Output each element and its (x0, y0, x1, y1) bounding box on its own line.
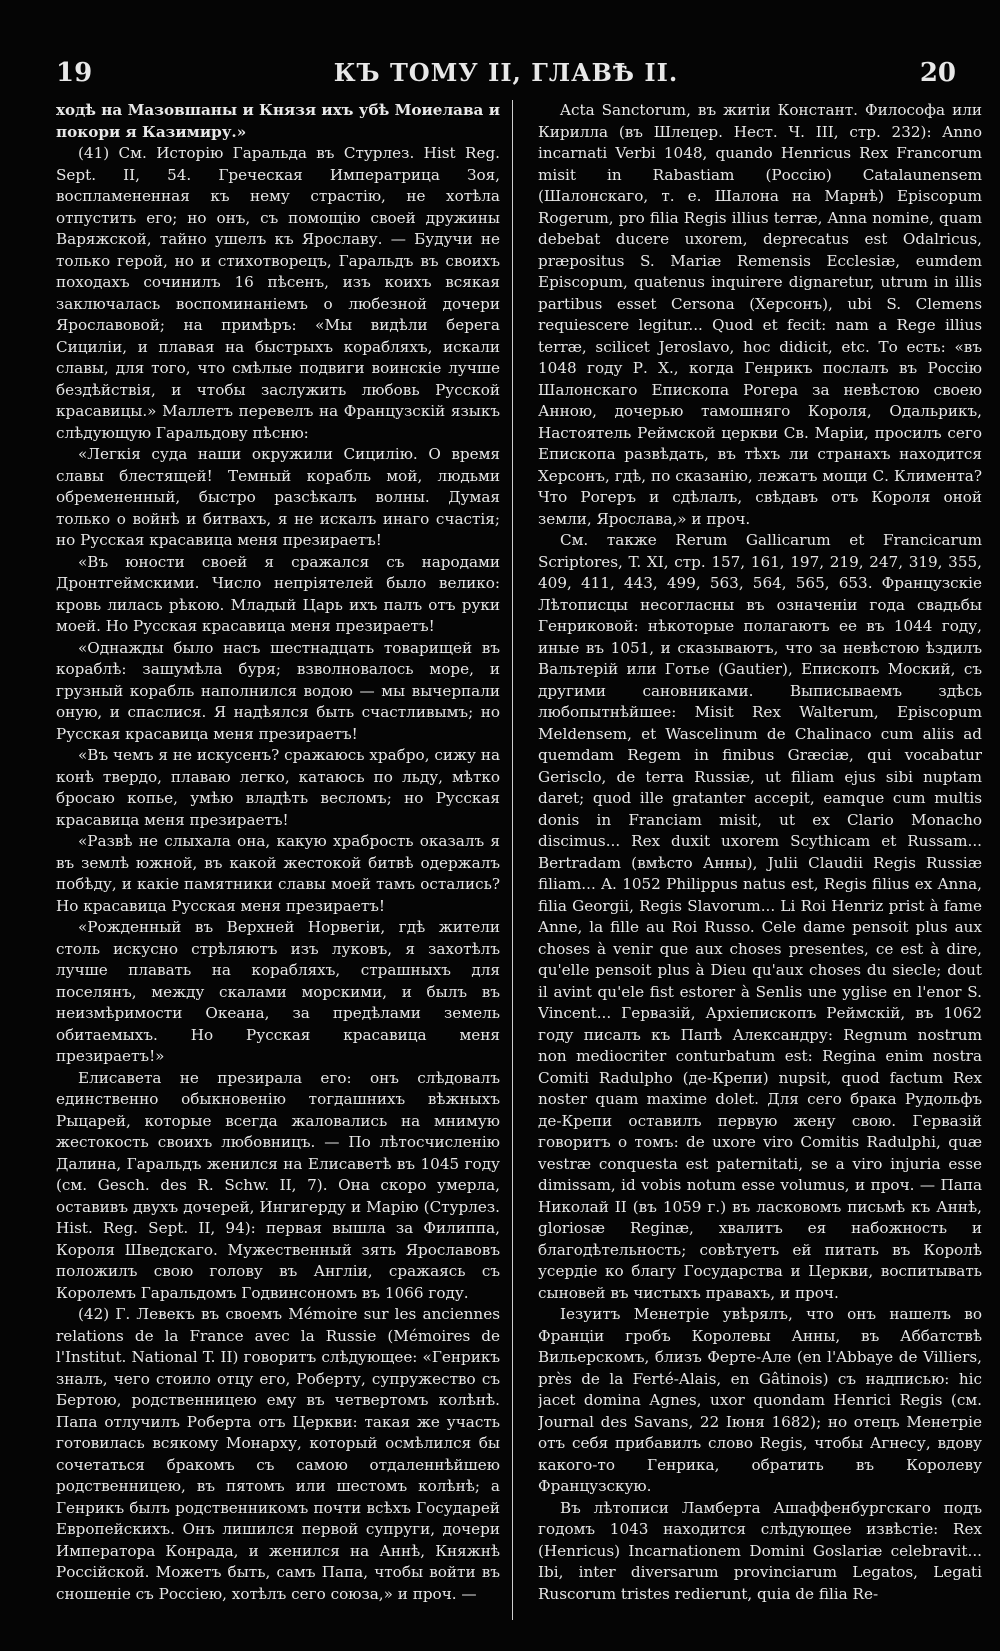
left-paragraph: (41) См. Исторію Гаральда въ Стурлез. Hist Reg. Sept. II, 54. Греческая Императрица Зоя, воспламененная къ нему страстію, не хотѣла отпустить его; но онъ, съ помощію своей дружины Варяжской, тайно ушелъ къ Ярославу. — Будучи не только герой, но и стихотворецъ, Гаральдъ въ своихъ походахъ сочинилъ 16 пѣсенъ, изъ коихъ всякая заключалась воспоминаніемъ о любезной дочери Ярославовой; на примѣръ: «Мы видѣли берега Сициліи, и плавая на быстрыхъ корабляхъ, искали славы, для того, что смѣлые подвиги воинскіе лучше бездѣйствія, и чтобы заслужить любовь Русской красавицы.» Маллетъ перевелъ на Французскій языкъ слѣдующую Гаральдову пѣсню: (56, 144, 500, 442)
left-paragraph: «Легкія суда наши окружили Сицилію. О время славы блестящей! Темный корабль мой, людьми обремененный, быстро разсѣкалъ волны. Думая только о войнѣ и битвахъ, я не искалъ инаго счастія; но Русская красавица меня презираетъ! (56, 445, 500, 549)
left-paragraph: «Рожденный въ Верхней Норвегіи, гдѣ жители столь искусно стрѣляютъ изъ луковъ, я захотѣлъ лучше плавать на корабляхъ, страшныхъ для поселянъ, между скалами морскими, и былъ въ неизмѣримости Океана, за предѣлами земель обитаемыхъ. Но Русская красавица меня презираетъ!» (56, 918, 500, 1065)
left-paragraph: «Въ чемъ я не искусенъ? сражаюсь храбро, сижу на конѣ твердо, плаваю легко, катаюсь по льду, мѣтко бросаю копье, умѣю владѣть весломъ; но Русская красавица меня презираетъ! (56, 746, 500, 829)
right-paragraph: См. также Rerum Gallicarum et Francicarum Scriptores, T. XI, стр. 157, 161, 197, 219, 247, 319, 355, 409, 411, 443, 499, 563, 564, 565, 653. Французскіе Лѣтописцы несогласны въ означеніи года свадьбы Генриковой: нѣкоторые полагаютъ ее въ 1044 году, иные въ 1051, и сказываютъ, что за невѣстою ѣздилъ Вальтерій или Готье (Gautier), Епископъ Моский, съ другими сановниками. Выписываемъ здѣсь любопытнѣйшее: Misit Rex Walterum, Episcopum Meldensem, et Wascelinum de Chalinaco cum aliis ad quemdam Regem in finibus Græciæ, qui vocabatur Gerisclo, de terra Russiæ, ut filiam ejus sibi nuptam daret; quod ille gratanter accepit, eamque cum multis donis in Franciam misit, ut ex Clario Monacho discimus... Rex duxit uxorem Scythicam et Russam... Bertradam (вмѣсто Анны), Julii Claudii Regis Russiæ filiam... A. 1052 Philippus natus est, Regis filius ex Anna, filia Georgii, Regis Slavorum... Li Roi Henriz prist à fame Anne, la fille au Roi Russo. Cele dame pensoit plus aux choses à venir que aux choses presentes, ce est à dire, qu'elle pensoit plus à Dieu qu'aux choses du siecle; dout il avint qu'ele fist estorer à Senlis une yglise en l'enor S. Vincent... Гервазій, Архіепископъ Реймскій, въ 1062 году писалъ къ Папѣ Александру: Regnum nostrum non mediocriter conturbatum est: Regina enim nostra Comiti Radulpho (де-Крепи) nupsit, quod factum Rex noster quam maxime dolet. Для сего брака Рудольфъ де-Крепи оставилъ первую жену свою. Гервазій говоритъ о томъ: de uxore viro Comitis Radulphi, quæ vestræ conquesta est paternitati, se a viro injuria esse dimissam, id vobis notum esse volumus, и проч. — Папа Николай II (въ 1059 г.) въ ласковомъ письмѣ къ Аннѣ, gloriosæ Reginæ, хвалитъ ея набожность и благодѣтельность; совѣтуетъ ей питать въ Королѣ усердіе ко благу Государства и Церкви, воспитывать сыновей въ чистыхъ правахъ, и проч. (538, 531, 982, 1302)
right-paragraph: Іезуитъ Менетріе увѣрялъ, что онъ нашелъ во Франціи гробъ Королевы Анны, въ Аббатствѣ Вильерскомъ, близъ Ферте-Але (en l'Abbaye de Villiers, près de la Ferté-Alais, en Gâtinois) съ надписью: hic jacet domina Agnes, uxor quondam Henrici Regis (см. Journal des Savans, 22 Іюня 1682); но отецъ Менетріе отъ себя прибавилъ слово Regis, чтобы Агнесу, вдову какого-то Генрика, обратить въ Королеву Французскую. (538, 1305, 982, 1495)
left-paragraph: Елисавета не презирала его: онъ слѣдовалъ единственно обыкновенію тогдашнихъ вѣжныхъ Рыцарей, которые всегда жаловались на мнимую жестокость своихъ любовницъ. — По лѣтосчисленію Далина, Гаральдъ женился на Елисаветѣ въ 1045 году (см. Gesch. des R. Schw. II, 7). Она скоро умерла, оставивъ двухъ дочерей, Ингигерду и Марію (Стурлез. Hist. Reg. Sept. II, 94): первая вышла за Филиппа, Короля Шведскаго. Мужественный зять Ярославовъ положилъ свою голову въ Англіи, сражаясь съ Королемъ Гаральдомъ Годвинсономъ въ 1066 году. (56, 1068, 500, 1302)
left-paragraph: «Развѣ не слыхала она, какую храбрость оказалъ я въ землѣ южной, въ какой жестокой битвѣ одержалъ побѣду, и какіе памятники славы моей тамъ остались? Но красавица Русская меня презираетъ! (56, 832, 500, 915)
left-paragraph: «Въ юности своей я сражался съ народами Дронтгеймскими. Число непріятелей было велико: кровь лилась рѣкою. Младый Царь ихъ палъ отъ руки моей. Но Русская красавица меня презираетъ! (56, 552, 500, 635)
right-paragraph: Въ лѣтописи Ламберта Ашаффенбургскаго подъ годомъ 1043 находится слѣдующее извѣстіе: Rex (Henricus) Incarnationem Domini Goslariæ celebravit... Ibi, inter diversarum provinciarum Legatos, Legati Ruscorum tristes redierunt, quia de filia Re- (538, 1498, 982, 1603)
left-paragraph: ходѣ на Мазовшаны и Князя ихъ убѣ Моиелава и покори я Казимиру.» (56, 101, 500, 141)
left-column (56, 100, 500, 1625)
running-title: КЪ ТОМУ II, ГЛАВѢ II. (333, 58, 679, 87)
right-page-number: 20 (919, 58, 956, 88)
left-paragraph: (42) Г. Левекъ въ своемъ Mémoire sur les anciennes relations de la France avec la Russie (Mémoires de l'Institut. National T. II) говоритъ слѣдующее: «Генрикъ зналъ, чего стоило отцу его, Роберту, супружество съ Бертою, родственницею ему въ четвертомъ колѣнѣ. Папа отлучилъ Роберта отъ Церкви: такая же участь готовилась всякому Монарху, который осмѣлился бы сочетаться бракомъ съ самою отдаленнѣйшею родственницею, въ пятомъ или шестомъ колѣнѣ; а Генрикъ былъ родственникомъ почти всѣхъ Государей Европейскихъ. Онъ лишился первой супруги, дочери Императора Конрада, и женился на Аннѣ, Княжнѣ Россійской. Можетъ быть, самъ Папа, чтобы войти въ сношеніе съ Россіею, хотѣлъ сего союза,» и проч. — (56, 1305, 500, 1603)
page-header (56, 58, 956, 94)
right-paragraph: Acta Sanctorum, въ житіи Констант. Философа или Кирилла (въ Шлецер. Нест. Ч. III, стр. 232): Anno incarnati Verbi 1048, quando Henricus Rex Francorum misit in Rabastiam (Россію) Catalaunensem (Шалонскаго, т. е. Шалона на Марнѣ) Episcopum Rogerum, pro filia Regis illius terræ, Anna nomine, quam debebat ducere uxorem, deprecatus est Odalricus, præpositus S. Mariæ Remensis Ecclesiæ, eumdem Episcopum, quatenus inquirere dignaretur, utrum in illis partibus esset Cersona (Херсонъ), ubi S. Clemens requiescere legitur... Quod et fecit: nam a Rege illius terræ, scilicet Jeroslavo, hoc didicit, etc. То есть: «въ 1048 году Р. Х., когда Генрикъ послалъ въ Россію Шалонскаго Епископа Рогера за невѣстою своею Анною, дочерью тамошняго Короля, Одальрикъ, Настоятель Реймской церкви Св. Маріи, просилъ сего Епископа развѣдать, въ тѣхъ ли странахъ находится Херсонъ, гдѣ, по сказанію, лежатъ мощи С. Климента? Что Рогеръ и сдѣлалъ, свѣдавъ отъ Короля оной земли, Ярослава,» и проч. (538, 101, 982, 528)
left-page-number: 19 (56, 58, 93, 88)
right-column (538, 100, 982, 1625)
left-paragraph: «Однажды было насъ шестнадцать товарищей въ кораблѣ: зашумѣла буря; взволновалось море, и грузный корабль наполнился водою — мы вычерпали оную, и спаслися. Я надѣялся быть счастливымъ; но Русская красавица меня презираетъ! (56, 638, 500, 743)
column-divider (512, 100, 513, 1620)
